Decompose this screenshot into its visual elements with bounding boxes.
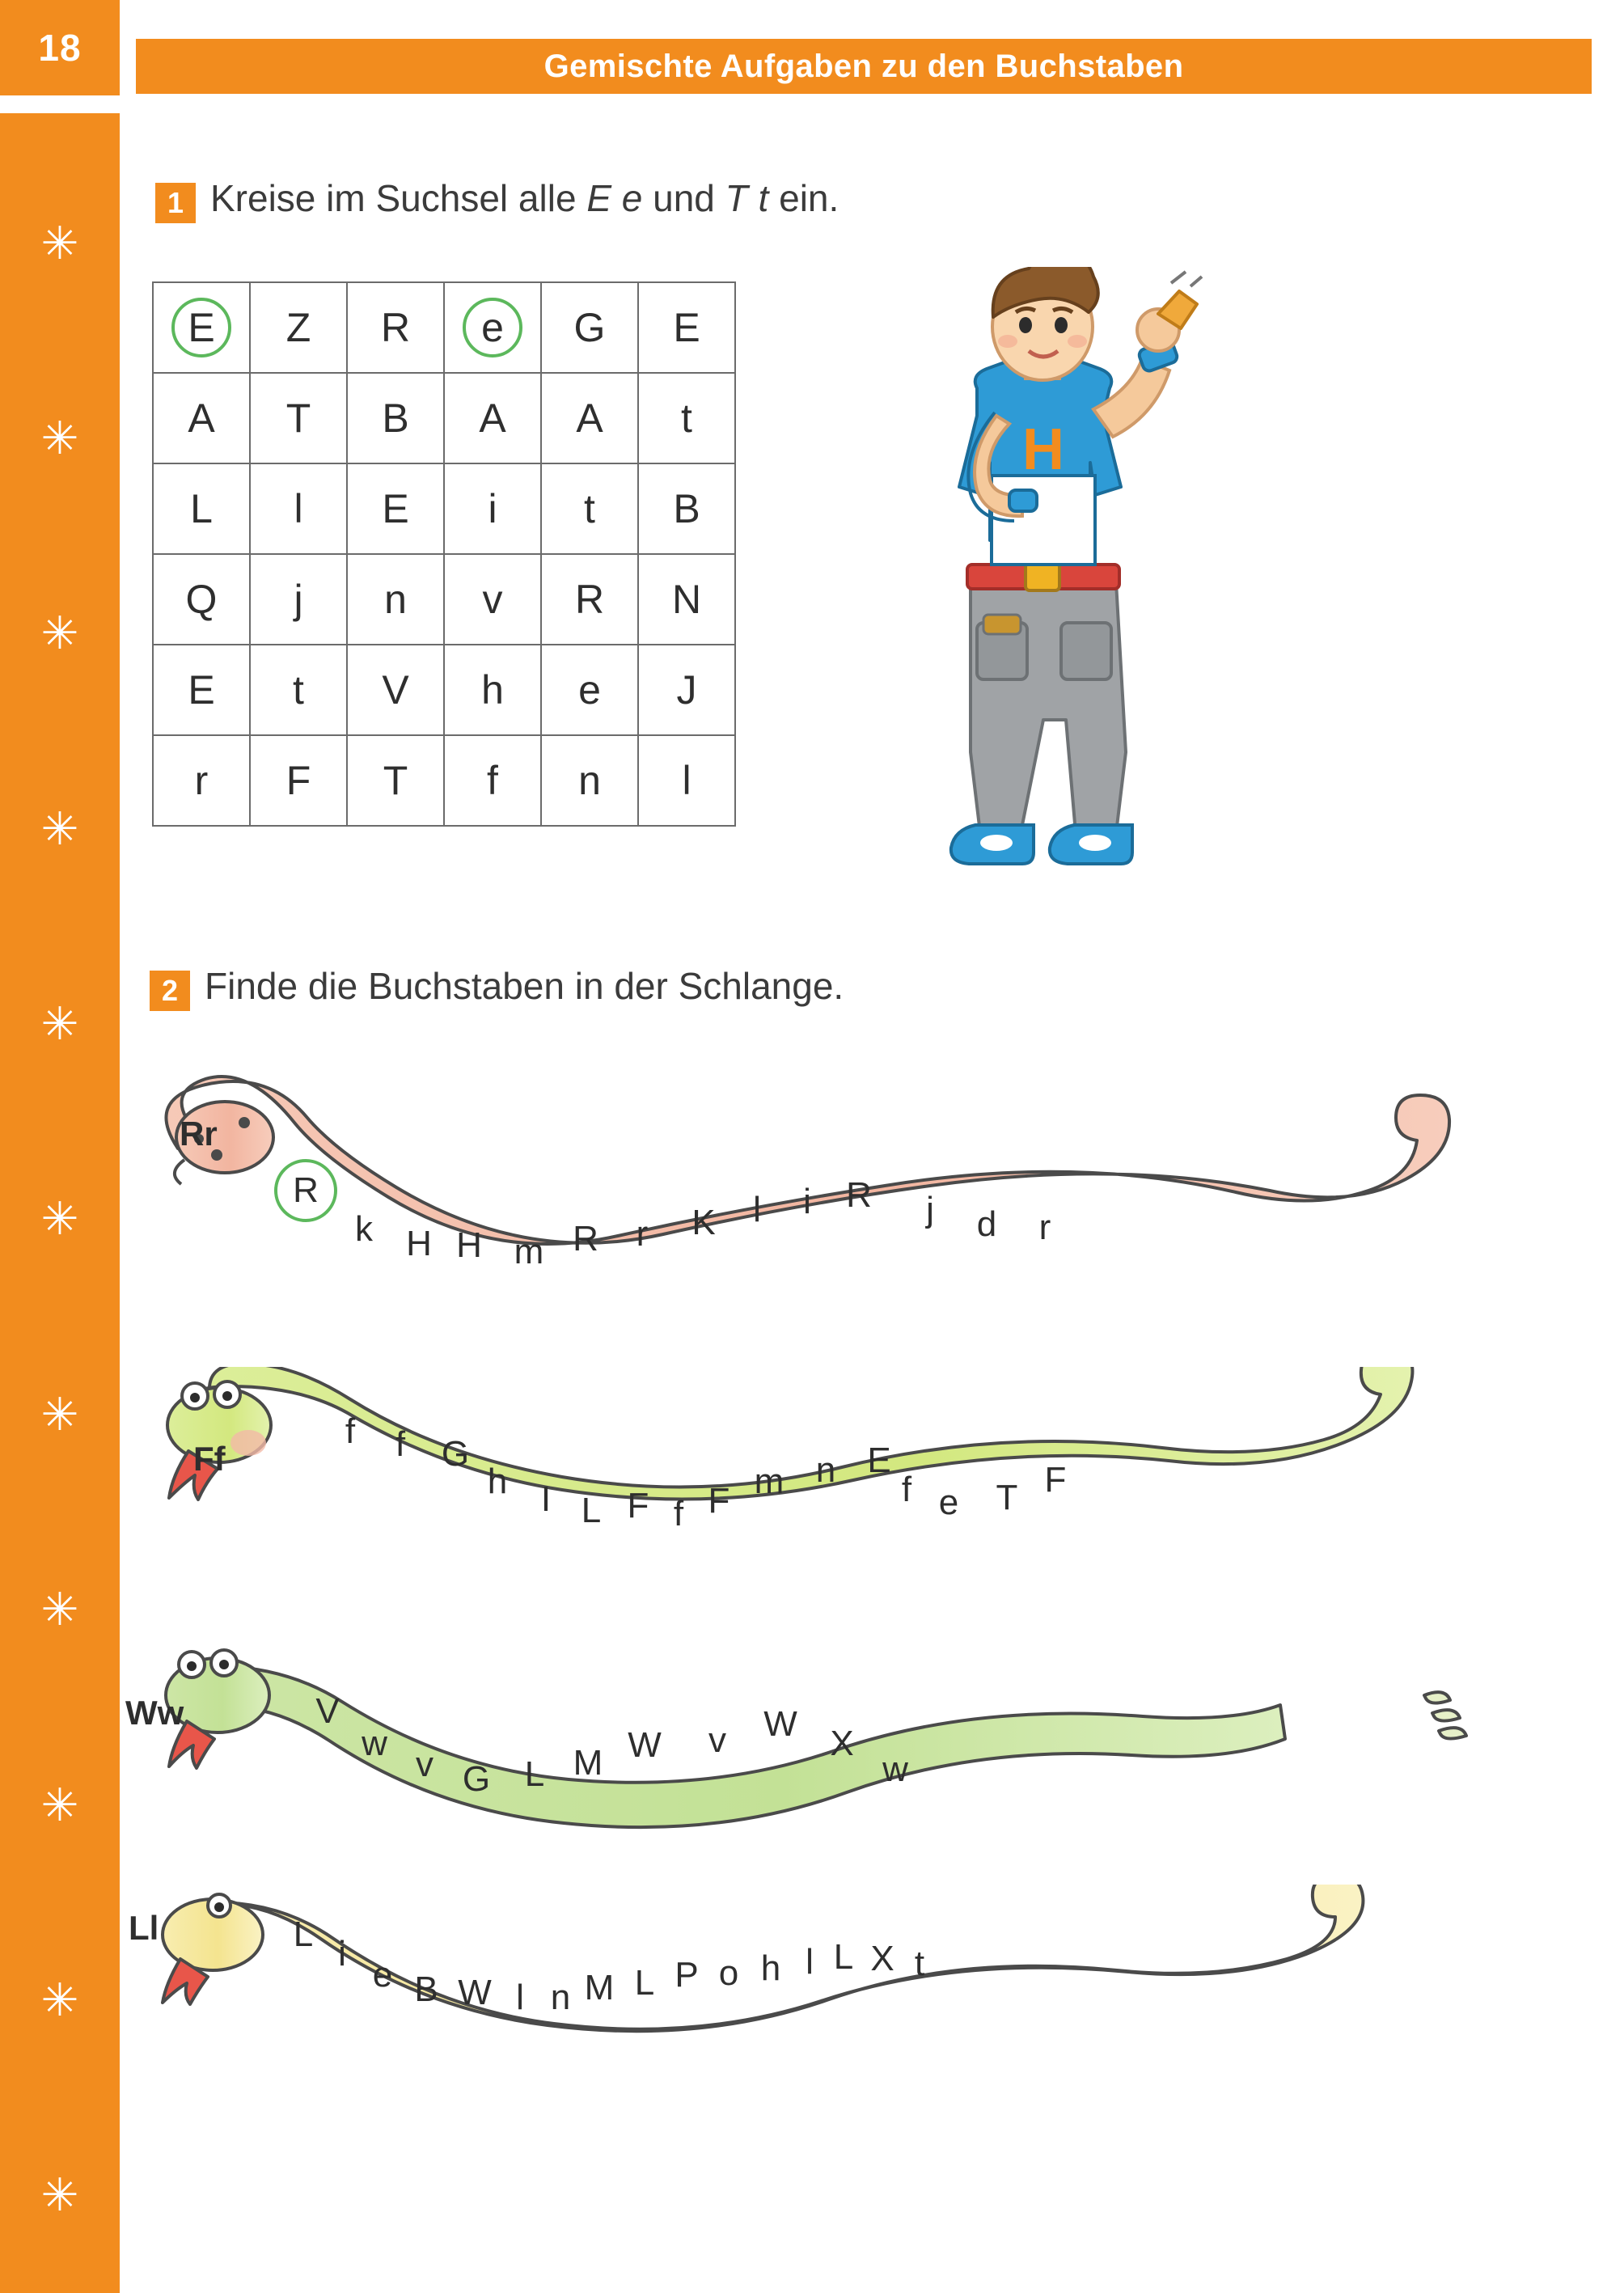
snake-letter[interactable]: k — [355, 1209, 373, 1249]
snake-letter[interactable]: X — [830, 1724, 854, 1763]
snake-letter[interactable]: d — [976, 1204, 997, 1244]
star-icon: ✳ — [40, 2169, 79, 2221]
snake-letter[interactable]: t — [914, 1944, 925, 1983]
task-1-text-before: Kreise im Suchsel alle — [210, 177, 587, 219]
snake-letter[interactable]: L — [634, 1963, 655, 2003]
page-title: Gemischte Aufgaben zu den Buchstaben — [543, 48, 1184, 84]
grid-cell-letter: e — [481, 305, 504, 350]
star-icon: ✳ — [40, 217, 79, 269]
grid-cell-letter: r — [194, 758, 209, 803]
grid-cell-letter: E — [188, 305, 215, 350]
snake-letter[interactable]: r — [1038, 1208, 1051, 1247]
task-1-text-after: ein. — [768, 177, 839, 219]
snake-letter[interactable]: M — [584, 1968, 615, 2007]
snake-l-label: Ll — [129, 1909, 159, 1947]
grid-row — [153, 282, 735, 373]
grid-cell-letter: B — [673, 486, 700, 531]
snake-letter[interactable]: l — [806, 1942, 814, 1982]
star-icon: ✳ — [40, 1974, 79, 2025]
grid-cell-letter: V — [382, 667, 409, 713]
grid-cell[interactable] — [347, 645, 444, 735]
grid-cell-letter: E — [382, 486, 409, 531]
grid-row — [153, 554, 735, 645]
svg-text:H: H — [1022, 417, 1064, 482]
grid-cell-letter: A — [576, 396, 603, 441]
grid-cell-letter: B — [382, 396, 409, 441]
grid-cell-letter: F — [285, 758, 311, 803]
grid-cell[interactable] — [153, 554, 250, 645]
sidebar-star-column — [0, 113, 120, 2293]
grid-cell[interactable] — [153, 735, 250, 826]
snake-letter[interactable]: m — [514, 1232, 544, 1271]
snake-r-label: Rr — [180, 1115, 218, 1153]
grid-cell-letter: h — [481, 667, 504, 713]
grid-cell[interactable] — [541, 282, 638, 373]
grid-cell-letter: G — [573, 305, 606, 350]
snake-f[interactable] — [142, 1367, 1484, 1634]
grid-cell-letter: R — [380, 305, 411, 350]
snake-letter[interactable]: i — [803, 1182, 811, 1221]
snake-letter[interactable]: h — [760, 1948, 781, 1988]
grid-cell[interactable] — [153, 463, 250, 554]
star-icon: ✳ — [40, 998, 79, 1050]
grid-cell[interactable] — [638, 463, 735, 554]
snake-letter[interactable]: l — [516, 1978, 524, 2017]
snake-letter[interactable]: M — [573, 1743, 603, 1783]
grid-cell-letter: E — [188, 667, 215, 713]
grid-cell[interactable] — [444, 554, 541, 645]
star-icon: ✳ — [40, 1779, 79, 1830]
grid-cell[interactable] — [153, 282, 250, 373]
grid-row — [153, 463, 735, 554]
grid-cell-letter: l — [294, 486, 303, 531]
snake-letter[interactable]: W — [458, 1973, 492, 2012]
grid-cell[interactable] — [250, 373, 347, 463]
snake-letter[interactable]: L — [581, 1491, 602, 1530]
snake-letter[interactable]: F — [627, 1486, 649, 1525]
grid-cell-letter: N — [671, 577, 702, 622]
snake-letter[interactable]: j — [926, 1190, 934, 1229]
snake-letter[interactable]: W — [763, 1704, 797, 1744]
snake-letter[interactable]: n — [550, 1978, 571, 2017]
snake-letter[interactable]: e — [372, 1955, 393, 1995]
snake-letter[interactable]: m — [754, 1462, 785, 1501]
snake-letter[interactable]: i — [338, 1934, 346, 1974]
grid-cell[interactable] — [638, 645, 735, 735]
snake-letter[interactable]: v — [416, 1745, 433, 1784]
grid-cell-letter: J — [676, 667, 697, 713]
snake-letter[interactable]: f — [901, 1470, 912, 1509]
grid-cell[interactable] — [638, 735, 735, 826]
grid-cell[interactable] — [250, 735, 347, 826]
grid-cell-letter: E — [673, 305, 700, 350]
snake-letter[interactable]: f — [395, 1424, 406, 1464]
grid-cell[interactable] — [250, 554, 347, 645]
grid-cell-letter: t — [584, 486, 595, 531]
grid-cell[interactable] — [541, 645, 638, 735]
page-number: 18 — [38, 27, 82, 69]
grid-cell[interactable] — [153, 645, 250, 735]
snake-letter[interactable]: F — [1044, 1460, 1067, 1500]
task-1-italic-1: E e — [586, 177, 643, 219]
snake-letter[interactable]: n — [815, 1450, 836, 1490]
decorative-sidebar — [0, 113, 120, 2293]
grid-cell-letter: t — [681, 396, 692, 441]
grid-cell-letter: A — [479, 396, 506, 441]
task-1-text-mid: und — [642, 177, 725, 219]
grid-row — [153, 373, 735, 463]
snake-letter[interactable]: w — [882, 1749, 908, 1789]
snake-letter[interactable]: V — [315, 1691, 340, 1731]
snake-letter[interactable]: v — [708, 1720, 726, 1760]
snake-letter[interactable]: W — [628, 1725, 662, 1765]
snake-letter[interactable]: H — [406, 1224, 432, 1263]
grid-cell-letter: A — [188, 396, 215, 441]
grid-cell[interactable] — [347, 373, 444, 463]
snake-letter[interactable]: o — [718, 1953, 739, 1993]
star-icon: ✳ — [40, 1193, 79, 1245]
snake-letter[interactable]: w — [362, 1724, 387, 1763]
grid-cell-letter: j — [294, 577, 303, 622]
snake-letter[interactable]: G — [441, 1434, 470, 1474]
grid-cell-letter: i — [488, 486, 497, 531]
page-title-bar — [136, 39, 1592, 94]
snake-letter[interactable]: E — [867, 1441, 891, 1480]
grid-cell-letter: R — [574, 577, 605, 622]
grid-cell[interactable] — [250, 645, 347, 735]
grid-cell-letter: n — [578, 758, 601, 803]
grid-row — [153, 645, 735, 735]
snake-letter[interactable]: R — [293, 1170, 319, 1210]
grid-cell-letter: t — [293, 667, 304, 713]
star-icon: ✳ — [40, 607, 79, 659]
star-icon: ✳ — [40, 1584, 79, 1635]
grid-cell[interactable] — [638, 554, 735, 645]
grid-cell[interactable] — [444, 373, 541, 463]
grid-cell-letter: n — [384, 577, 407, 622]
grid-cell[interactable] — [444, 282, 541, 373]
grid-cell-letter: e — [578, 667, 601, 713]
task-2-instruction: Finde die Buchstaben in der Schlange. — [205, 965, 844, 1007]
word-search-grid[interactable] — [152, 281, 736, 827]
task-1 — [155, 176, 839, 223]
grid-cell[interactable] — [444, 463, 541, 554]
grid-cell-letter: T — [383, 758, 408, 803]
snake-letter[interactable]: L — [833, 1937, 854, 1977]
grid-cell-letter: v — [482, 577, 503, 622]
star-icon: ✳ — [40, 802, 79, 854]
page-number-box — [0, 0, 120, 95]
snake-letter[interactable]: L — [293, 1914, 314, 1954]
grid-cell[interactable] — [541, 554, 638, 645]
grid-row — [153, 735, 735, 826]
task-1-italic-2: T t — [725, 177, 769, 219]
grid-cell[interactable] — [541, 463, 638, 554]
snake-letter[interactable]: f — [673, 1494, 684, 1534]
task-1-instruction — [210, 176, 839, 221]
task-1-number: 1 — [155, 183, 196, 223]
grid-cell[interactable] — [444, 645, 541, 735]
star-icon: ✳ — [40, 412, 79, 464]
snake-letter[interactable]: l — [753, 1190, 761, 1229]
grid-cell[interactable] — [153, 373, 250, 463]
snake-letter[interactable]: e — [938, 1483, 959, 1522]
grid-cell-letter: Z — [285, 305, 311, 350]
grid-cell[interactable] — [250, 282, 347, 373]
snake-letter[interactable]: B — [414, 1969, 438, 2009]
snake-w-label: Ww — [125, 1694, 184, 1732]
snake-w[interactable] — [125, 1626, 1484, 1893]
grid-cell-letter: f — [487, 758, 498, 803]
grid-cell-letter: L — [190, 486, 213, 531]
grid-cell-letter: T — [285, 396, 311, 441]
grid-cell[interactable] — [444, 735, 541, 826]
snake-l[interactable] — [129, 1885, 1484, 2160]
task-2-number: 2 — [150, 971, 190, 1011]
grid-cell-letter: Q — [185, 577, 218, 622]
snake-letter[interactable]: R — [573, 1219, 598, 1259]
snake-letter[interactable]: K — [691, 1203, 716, 1242]
boy-with-whistle-illustration — [873, 267, 1213, 906]
snake-letter[interactable]: G — [462, 1759, 491, 1799]
grid-cell[interactable] — [250, 463, 347, 554]
snake-letter[interactable]: f — [345, 1411, 356, 1451]
snake-letter[interactable]: h — [487, 1462, 508, 1501]
grid-cell[interactable] — [638, 282, 735, 373]
snake-letter[interactable]: T — [996, 1478, 1018, 1517]
snake-letter[interactable]: X — [870, 1939, 894, 1978]
snake-letter[interactable]: I — [540, 1479, 552, 1519]
snake-letter[interactable]: L — [524, 1754, 545, 1794]
snake-letter[interactable]: r — [636, 1214, 649, 1254]
grid-cell[interactable] — [347, 735, 444, 826]
snake-letter[interactable]: P — [675, 1955, 699, 1995]
grid-cell[interactable] — [347, 463, 444, 554]
grid-cell-letter: l — [682, 758, 691, 803]
star-icon: ✳ — [40, 1388, 79, 1440]
snake-letter[interactable]: F — [708, 1481, 730, 1521]
grid-cell[interactable] — [541, 735, 638, 826]
grid-cell[interactable] — [347, 282, 444, 373]
snake-letter[interactable]: H — [456, 1225, 482, 1265]
snake-f-label: Ff — [193, 1440, 226, 1478]
snake-letter[interactable]: R — [846, 1175, 872, 1215]
grid-cell[interactable] — [541, 373, 638, 463]
grid-cell[interactable] — [347, 554, 444, 645]
grid-cell[interactable] — [638, 373, 735, 463]
snake-r[interactable] — [121, 1051, 1496, 1375]
task-2 — [150, 964, 844, 1011]
